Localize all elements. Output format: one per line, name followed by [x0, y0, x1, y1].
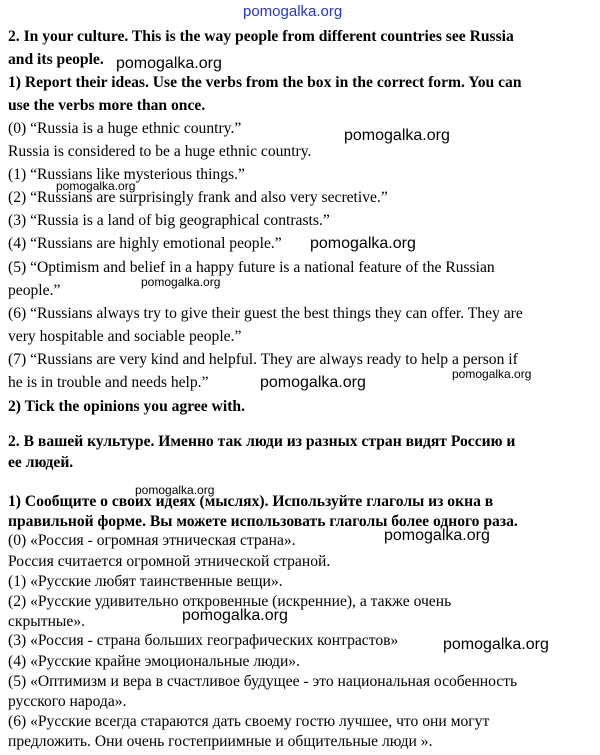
ru-item-6-line-2: предложить. Они очень гостеприимные и общительные люди ».	[8, 733, 433, 750]
ru-task1-line-1: 1) Сообщите о своих идеях (мыслях). Используйте глаголы из окна в	[8, 493, 494, 510]
ru-heading-line-2: ее людей.	[8, 454, 74, 471]
watermark: pomogalka.org	[344, 127, 450, 144]
en-item-6-line-2: very hospitable and sociable people.”	[8, 328, 242, 345]
watermark: pomogalka.org	[182, 607, 288, 624]
ru-example-0: (0) «Россия - огромная этническая страна».	[8, 532, 296, 549]
watermark-top: pomogalka.org	[243, 3, 343, 20]
watermark: pomogalka.org	[135, 483, 215, 497]
ru-item-2-line-2: скрытные».	[8, 613, 86, 630]
en-item-7-line-1: (7) “Russians are very kind and helpful. They are always ready to help a person if	[8, 351, 518, 368]
ru-task1-line-2: правильной форме. Вы можете использовать глаголы более одного раза.	[8, 513, 518, 530]
en-item-6-line-1: (6) “Russians always try to give their guest the best things they can offer. They are	[8, 305, 523, 322]
en-item-3: (3) “Russia is a land of big geographical contrasts.”	[8, 212, 330, 229]
en-item-7-line-2: he is in trouble and needs help.”	[8, 374, 209, 391]
ru-item-5-line-2: русского народа».	[8, 693, 127, 710]
en-item-4: (4) “Russians are highly emotional people.”	[8, 235, 282, 252]
ru-heading-line-1: 2. В вашей культуре. Именно так люди из разных стран видят Россию и	[8, 433, 516, 450]
watermark: pomogalka.org	[452, 367, 532, 381]
watermark: pomogalka.org	[310, 235, 416, 252]
en-example-0-answer: Russia is considered to be a huge ethnic country.	[8, 143, 312, 160]
en-item-1: (1) “Russians like mysterious things.”	[8, 166, 245, 183]
en-heading-line-1: 2. In your culture. This is the way people from different countries see Russia	[8, 28, 514, 45]
watermark: pomogalka.org	[384, 527, 490, 544]
watermark: pomogalka.org	[141, 275, 221, 289]
en-task1-line-1: 1) Report their ideas. Use the verbs from the box in the correct form. You can	[8, 74, 522, 91]
watermark: pomogalka.org	[260, 374, 366, 391]
en-example-0: (0) “Russia is a huge ethnic country.”	[8, 120, 242, 137]
en-heading-line-2: and its people.	[8, 51, 104, 68]
ru-item-2-line-1: (2) «Русские удивительно откровенные (искренние), а также очень	[8, 593, 452, 610]
ru-item-4: (4) «Русские крайне эмоциональные люди».	[8, 653, 300, 670]
watermark: pomogalka.org	[116, 55, 222, 72]
en-item-5-line-1: (5) “Optimism and belief in a happy future is a national feature of the Russian	[8, 259, 495, 276]
ru-example-0-answer: Россия считается огромной этнической страной.	[8, 553, 331, 570]
ru-item-5-line-1: (5) «Оптимизм и вера в счастливое будущее - это национальная особенность	[8, 673, 518, 690]
ru-item-3: (3) «Россия - страна больших географических контрастов»	[8, 632, 399, 649]
ru-item-6-line-1: (6) «Русские всегда стараются дать своему гостю лучшее, что они могут	[8, 713, 490, 730]
watermark: pomogalka.org	[443, 636, 549, 653]
en-task1-line-2: use the verbs more than once.	[8, 97, 206, 114]
en-item-5-line-2: people.”	[8, 282, 61, 299]
watermark: pomogalka.org	[56, 179, 136, 193]
en-task2: 2) Tick the opinions you agree with.	[8, 398, 245, 415]
ru-item-1: (1) «Русские любят таинственные вещи».	[8, 573, 283, 590]
en-item-2: (2) “Russians are surprisingly frank and also very secretive.”	[8, 189, 388, 206]
